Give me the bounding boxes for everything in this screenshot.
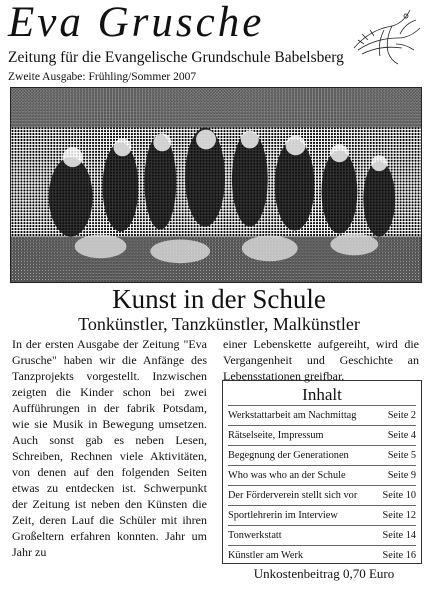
toc-item-page: Seite 5 — [387, 450, 416, 461]
toc-item-page: Seite 10 — [382, 490, 416, 501]
toc-item-page: Seite 16 — [382, 550, 416, 561]
toc-item — [228, 445, 416, 466]
toc-item-page: Seite 9 — [387, 470, 416, 481]
toc-item-page: Seite 14 — [382, 530, 416, 541]
toc-item — [228, 465, 416, 486]
newspaper-title: Eva Grusche — [8, 0, 265, 46]
article-subheadline: Tonkünstler, Tanzkünstler, Malkünstler — [78, 314, 360, 334]
newspaper-subtitle: Zeitung für die Evangelische Grundschule Babelsberg — [8, 49, 344, 66]
toc-item — [228, 425, 416, 446]
toc-item-label: Künstler am Werk — [228, 550, 304, 561]
dove-logo-icon — [344, 4, 424, 68]
toc-item-label: Der Förderverein stellt sich vor — [228, 490, 358, 501]
toc-item — [228, 505, 416, 526]
article-left-column — [12, 336, 207, 560]
toc-item-label: Begegnung der Generationen — [228, 450, 349, 461]
table-of-contents — [222, 380, 422, 564]
toc-item — [228, 525, 416, 546]
toc-item — [228, 485, 416, 506]
toc-item-label: Sportlehrerin im Interview — [228, 510, 338, 521]
article-body-text: In der ersten Ausgabe der Zeitung "Eva Grusche" haben wir die Anfänge des Tanzprojekts vorgestellt. Inzwischen zeigten die Kinder schon bei zwei Aufführungen in der fabrik Potsdam, wie sie Musik in Bewegung umsetzen. Auch sonst gab es neben Lesen, Schreiben, Rechnen viele Aktivitäten, von denen auf den folgenden Seiten etwas zu entdecken ist. Schwerpunkt der Zeitung ist neben den Künsten die Zeit, deren Lauf die Schüler mit ihren Großeltern erfahren konnten. Jahr um Jahr zu — [12, 337, 207, 559]
toc-item — [228, 405, 416, 426]
group-photo — [10, 87, 422, 283]
toc-title: Inhalt — [302, 385, 342, 404]
toc-item-page: Seite 4 — [387, 430, 416, 441]
toc-item-page: Seite 12 — [382, 510, 416, 521]
toc-item-label: Tonwerkstatt — [228, 530, 282, 541]
article-headline: Kunst in der Schule — [112, 284, 326, 314]
price-line: Unkostenbeitrag 0,70 Euro — [253, 566, 395, 581]
article-right-column — [223, 336, 419, 384]
edition-line: Zweite Ausgabe: Frühling/Sommer 2007 — [8, 71, 197, 83]
toc-item — [228, 545, 416, 566]
toc-item-label: Rätselseite, Impressum — [228, 430, 324, 441]
toc-item-page: Seite 2 — [387, 410, 416, 421]
toc-item-label: Werkstattarbeit am Nachmittag — [228, 410, 357, 421]
toc-item-label: Who was who an der Schule — [228, 470, 346, 481]
article-body-continued: einer Lebenskette aufgereiht, wird die Vergangenheit und Geschichte an Lebensstationen greifbar. — [223, 337, 419, 383]
